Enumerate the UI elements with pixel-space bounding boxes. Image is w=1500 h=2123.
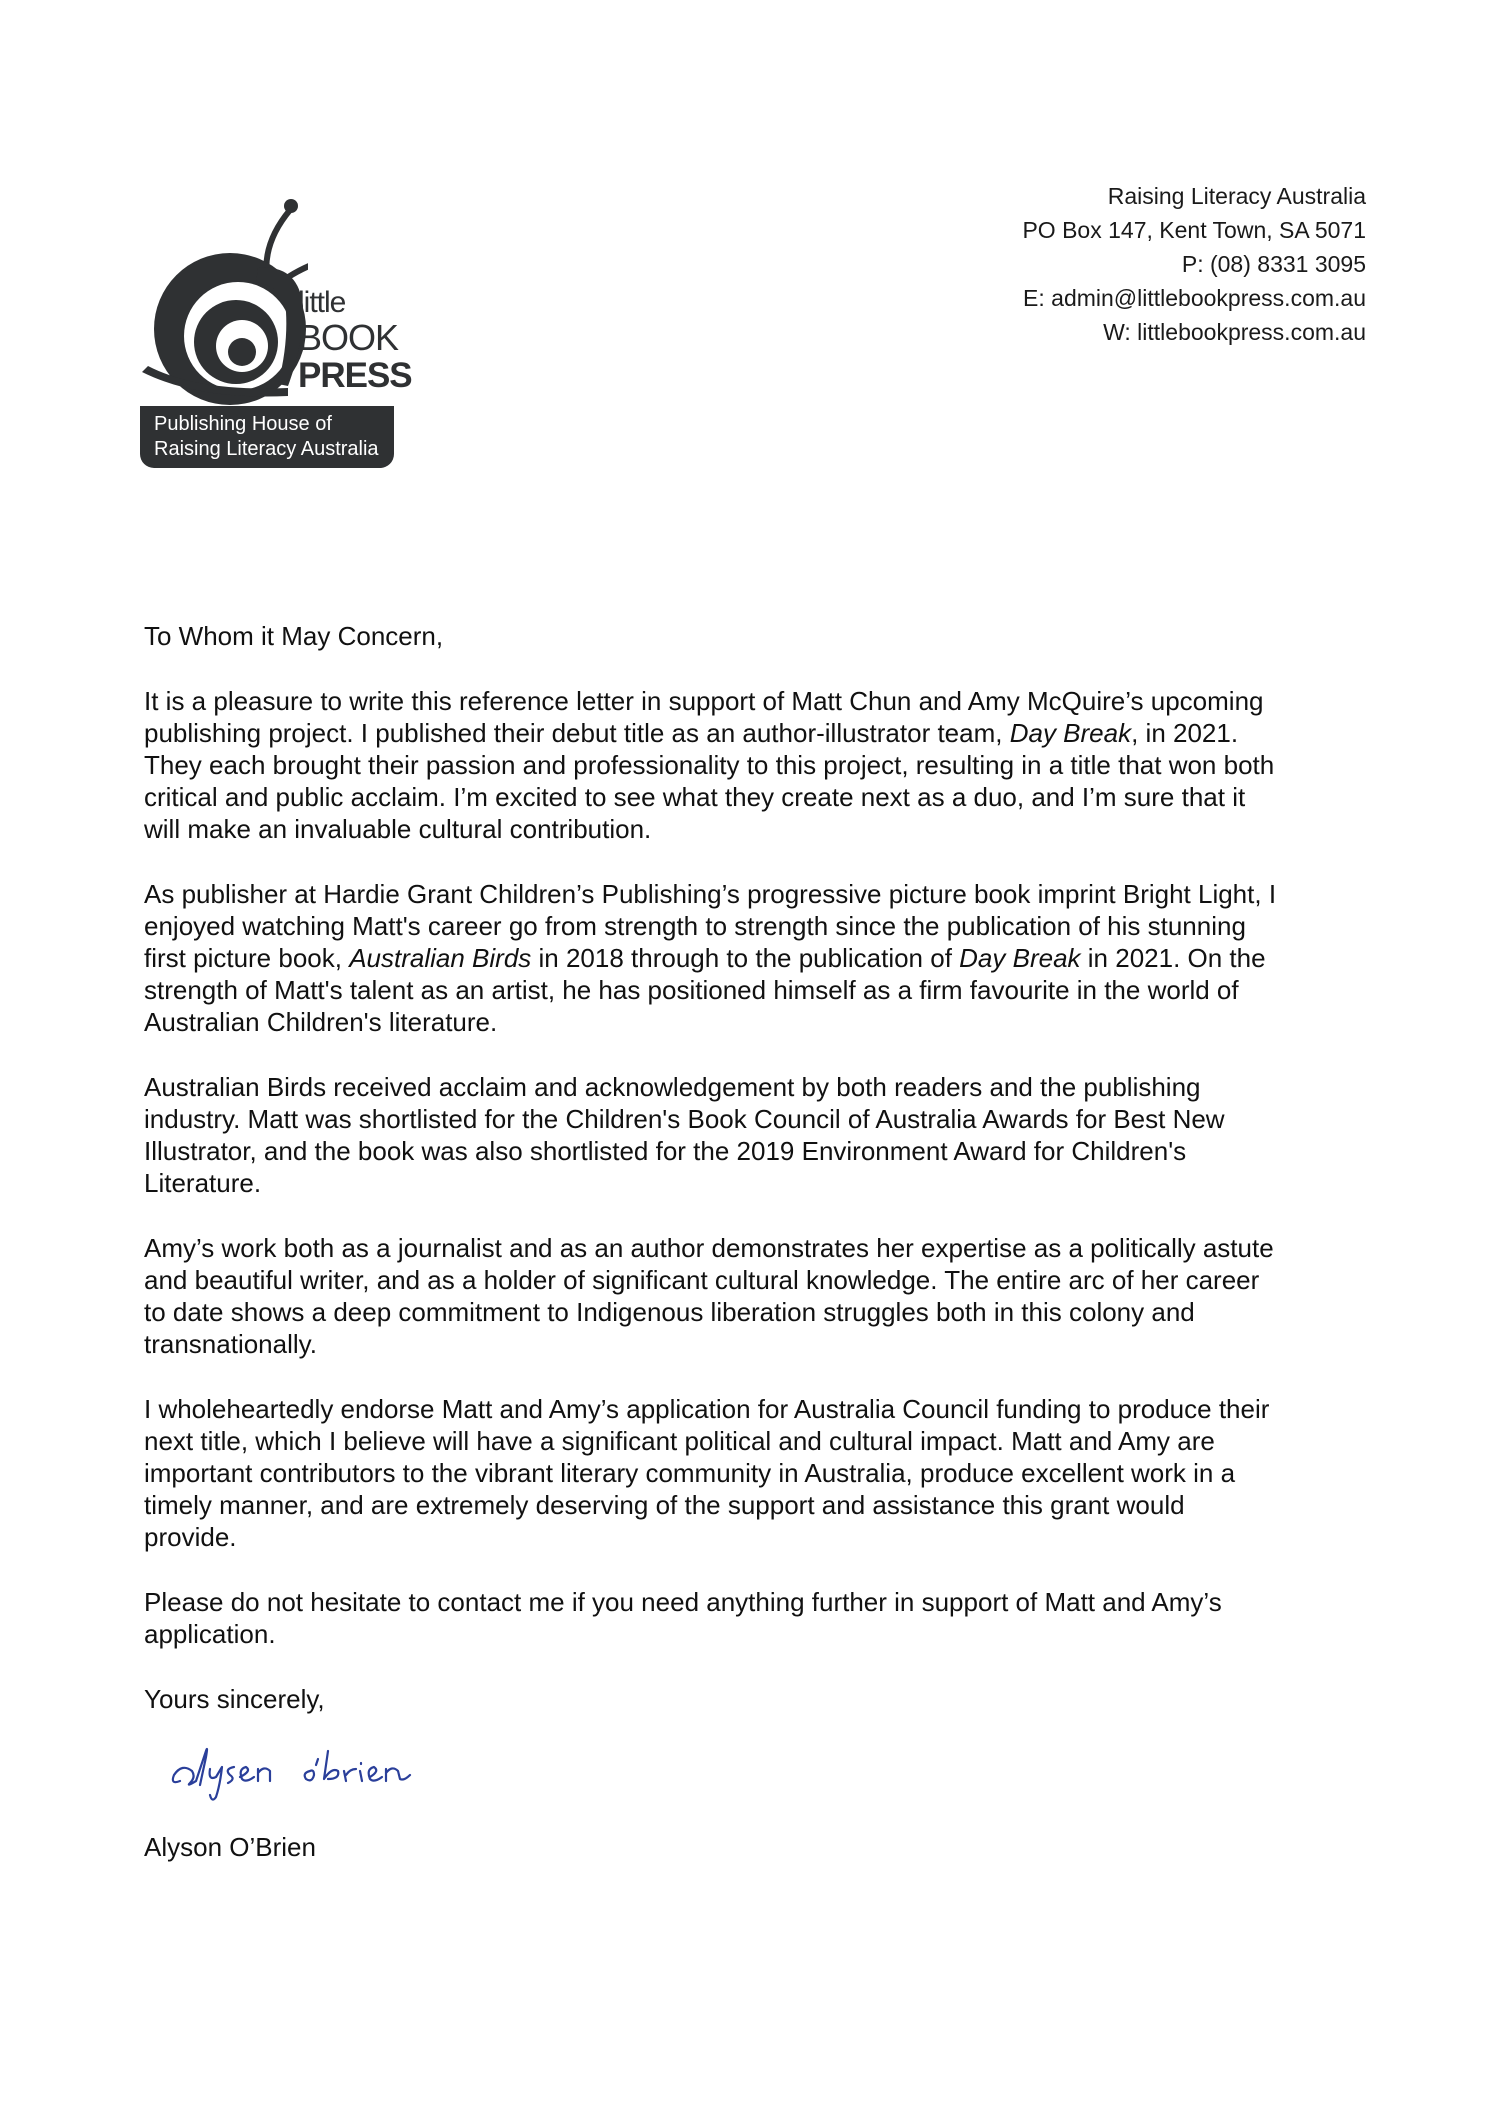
book-title: Day Break (959, 943, 1081, 973)
paragraph-4: Amy’s work both as a journalist and as an author demonstrates her expertise as a politically astute and beautiful writer, and as a holder of significant cultural knowledge. The entire arc of her career to date shows a deep commitment to Indigenous liberation struggles both in this colony and transnationally. (144, 1233, 1274, 1359)
little-book-press-logo (138, 196, 412, 470)
paragraph-1: It is a pleasure to write this reference letter in support of Matt Chun and Amy McQuire’s upcoming publishing project. I published their debut title as an author-illustrator team, Day Break, in 2021. They each brought their passion and professionality to this project, resulting in a title that won both critical and public acclaim. I’m excited to see what they create next as a duo, and I’m sure that it will make an invaluable cultural contribution. (144, 686, 1275, 844)
letter-body (144, 620, 1374, 1863)
address-email: E: admin@littlebookpress.com.au (1023, 285, 1366, 311)
handwritten-signature (144, 1715, 1374, 1831)
salutation: To Whom it May Concern, (144, 621, 444, 651)
logo-tagline-line2: Raising Literacy Australia (154, 438, 379, 460)
paragraph-6: Please do not hesitate to contact me if you need anything further in support of Matt and Amy’s application. (144, 1587, 1222, 1649)
address-po-box: PO Box 147, Kent Town, SA 5071 (1022, 217, 1366, 243)
signature-image (166, 1737, 446, 1807)
address-organisation: Raising Literacy Australia (1107, 183, 1366, 209)
logo-tagline-line1: Publishing House of (154, 413, 332, 435)
book-title: Australian Birds (349, 943, 532, 973)
logo-word-press: PRESS (298, 356, 412, 395)
logo-word-book: BOOK (298, 317, 399, 358)
snail-icon (138, 196, 308, 406)
paragraph-2: As publisher at Hardie Grant Children’s Publishing’s progressive picture book imprint Bright Light, I enjoyed watching Matt's career go from strength to strength since the publication of his stunning first picture book, Australian Birds in 2018 through to the publication of Day Break in 2021. On the strength of Matt's talent as an artist, he has positioned himself as a firm favourite in the world of Australian Children's literature. (144, 879, 1277, 1037)
book-title: Day Break (1009, 718, 1132, 748)
paragraph-5: I wholeheartedly endorse Matt and Amy’s application for Australia Council funding to produce their next title, which I believe will have a significant political and cultural impact. Matt and Amy are important contributors to the vibrant literary community in Australia, produce excellent work in a timely manner, and are extremely deserving of the support and assistance this grant would provide. (144, 1394, 1270, 1552)
logo-word-little: little (298, 286, 346, 319)
closing: Yours sincerely, (144, 1684, 325, 1714)
address-web: W: littlebookpress.com.au (1103, 319, 1366, 345)
logo-tagline-badge (140, 406, 394, 468)
letterhead-address (1022, 179, 1366, 349)
signatory-name: Alyson O’Brien (144, 1832, 316, 1862)
paragraph-3: Australian Birds received acclaim and acknowledgement by both readers and the publishing industry. Matt was shortlisted for the Children's Book Council of Australia Awards for Best New Illustrator, and the book was also shortlisted for the 2019 Environment Award for Children's Literature. (144, 1072, 1225, 1198)
address-phone: P: (08) 8331 3095 (1181, 251, 1366, 277)
